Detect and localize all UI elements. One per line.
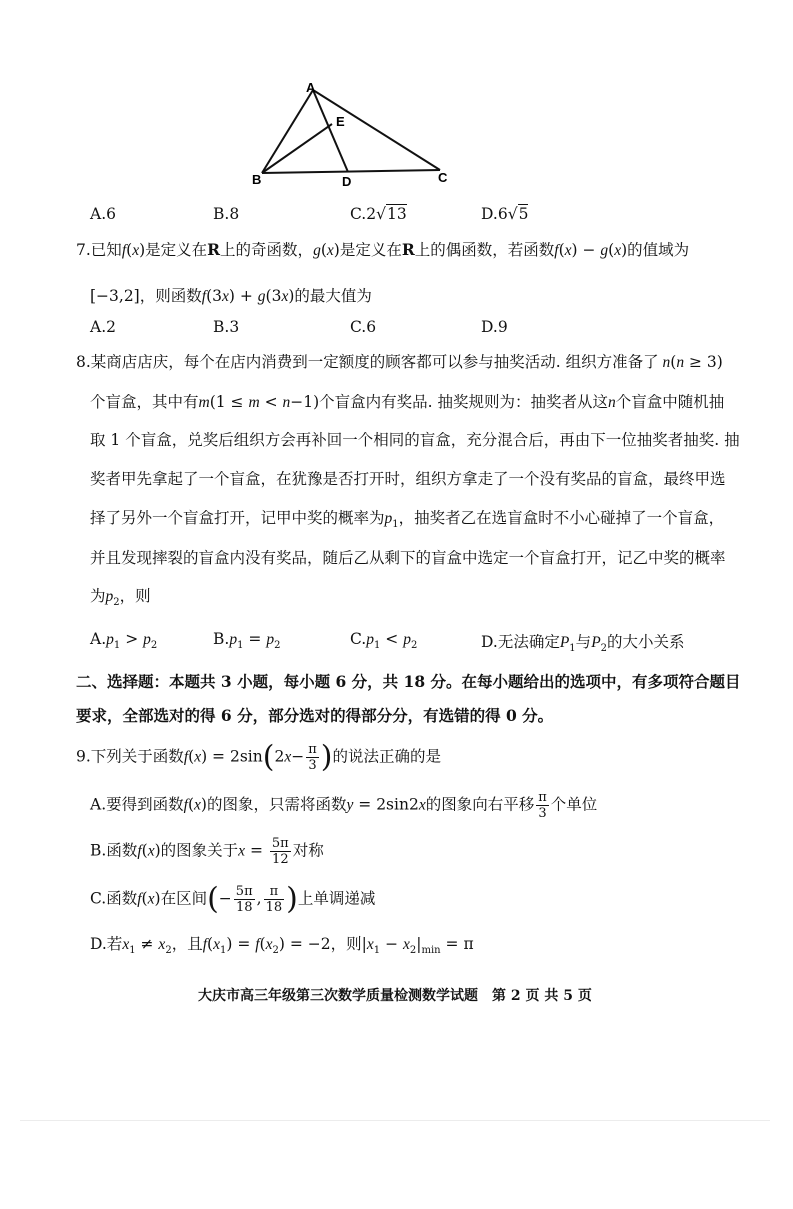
segment-ad <box>313 90 348 172</box>
q6-option-a <box>90 205 116 223</box>
q8-line-2: 个盲盒，其中有m(1 ≤ m < n−1)个盲盒内有奖品. 抽奖规则为：抽奖者从这n个盲盒中随机抽 <box>90 393 725 411</box>
label-e: E <box>336 114 345 129</box>
q7-text: 是定义在 <box>339 241 402 259</box>
q8-text: ，抽奖者乙在选盲盒时不小心碰掉了一个盲盒， <box>398 509 725 527</box>
option-letter: B. <box>213 205 230 223</box>
section-2-line-2 <box>76 704 553 726</box>
option-letter: B. <box>213 318 230 336</box>
edge-bc <box>262 170 440 173</box>
q8-line-4 <box>90 467 726 489</box>
option-text: 无法确定 <box>497 633 560 651</box>
q7-option-d <box>481 318 508 336</box>
q8-line-3 <box>90 428 740 450</box>
q8-option-a: $A.p_1 > p_2$ <box>90 630 158 652</box>
q9-option-c: C.函数f(x)在区间(− $\frac{5\pi}{18}$ , $\frac{\pi}{18}$ )上单调递减 <box>90 881 376 917</box>
q8-line-7: 为$p_2$，则 <box>90 587 151 609</box>
q8-line-1: 8.某商店店庆，每个在店内消费到一定额度的顾客都可以参与抽奖活动. 组织方准备了 n(n ≥ 3) <box>76 353 723 371</box>
label-a: A <box>306 80 316 95</box>
option-letter: D. <box>481 205 498 223</box>
option-letter: C. <box>350 630 367 648</box>
q9-text: D.若 <box>90 935 123 953</box>
edge-ac <box>313 90 440 170</box>
segment-be <box>262 124 332 173</box>
q9-text: A.要得到函数 <box>90 795 184 814</box>
q9-text: 的图象向右平移 <box>425 795 535 814</box>
option-text: 的大小关系 <box>607 633 685 651</box>
q6-option-b <box>213 205 239 223</box>
option-letter: A. <box>90 318 107 336</box>
option-value: 6 <box>366 318 377 336</box>
option-value: 6 <box>106 205 116 223</box>
option-letter: A. <box>90 630 107 648</box>
q7-text: 的值域为 <box>627 241 690 259</box>
q8-text: 取 1 个盲盒，兑奖后组织方会再补回一个相同的盲盒，充分混合后，再由下一位抽奖者抽奖. 抽 <box>90 431 740 449</box>
section-2-line-1 <box>76 670 741 692</box>
q9-number: 9. <box>76 747 91 766</box>
q9-option-a: A.要得到函数f(x)的图象，只需将函数y = 2sin2x的图象向右平移 $\frac{\pi}{3}$ 个单位 <box>90 790 598 821</box>
q8-text: ，则 <box>119 587 151 605</box>
section-text: 要求，全部选对的得 6 分，部分选对的得部分分，有选错的得 0 分。 <box>76 706 554 725</box>
option-letter: B. <box>213 630 230 648</box>
option-relation: > <box>125 630 139 648</box>
q9-text: 个单位 <box>550 795 598 814</box>
section-text: 二、选择题：本题共 3 小题，每小题 6 分，共 18 分。在每小题给出的选项中，有多项符合题目 <box>76 672 741 691</box>
q6-option-c: C.2√13 <box>350 205 407 223</box>
label-c: C <box>438 170 448 185</box>
q8-text: 个盲盒，其中有 <box>90 393 199 411</box>
q9-text: ，则 <box>330 935 362 953</box>
q8-option-d: D.无法确定$P_1$与$P_2$的大小关系 <box>481 633 685 655</box>
q7-range: [−3,2] <box>90 287 140 305</box>
triangle-figure <box>240 78 470 193</box>
q9-option-b: B.函数f(x)的图象关于x = $\frac{5\pi}{12}$ 对称 <box>90 836 324 867</box>
option-relation: = <box>248 630 262 648</box>
q8-text: 个盲盒内有奖品. 抽奖规则为：抽奖者从这 <box>319 393 609 411</box>
option-letter: C. <box>350 205 367 223</box>
q7-option-a <box>90 318 116 336</box>
q9-text: 的图象关于 <box>160 841 239 860</box>
q7-option-c <box>350 318 376 336</box>
q8-text: 8.某商店店庆，每个在店内消费到一定额度的顾客都可以参与抽奖活动. 组织方准备了 <box>76 353 659 371</box>
option-value: 9 <box>497 318 508 336</box>
option-letter: D. <box>481 633 498 651</box>
q7-number: 7. <box>76 241 91 259</box>
option-letter: D. <box>481 318 498 336</box>
q9-text: ，且 <box>171 935 203 953</box>
q8-text: 为 <box>90 587 106 605</box>
q7-text: 上的奇函数， <box>220 241 314 259</box>
q7-option-b <box>213 318 239 336</box>
q9-option-d: D.若$x_1 \ne x_2$，且$f(x_1) = f(x_2) = -2$，则$|x_1 - x_2|_{min} = \pi$ <box>90 935 474 957</box>
option-radicand: 5 <box>518 205 529 223</box>
q8-option-c: $C.p_1 < p_2$ <box>350 630 418 652</box>
q9-text: 的图象，只需将函数 <box>206 795 347 814</box>
footer-text: 大庆市高三年级第三次数学质量检测数学试题 第 2 页 共 5 页 <box>198 988 592 1004</box>
q7-line-2: [−3,2]，则函数f(3x) + g(3x)的最大值为 <box>90 287 372 305</box>
q8-text: 择了另外一个盲盒打开，记甲中奖的概率为 <box>90 509 385 527</box>
q9-text: 在区间 <box>160 889 208 908</box>
q9-text: 上单调递减 <box>297 889 376 908</box>
page-divider <box>20 1120 770 1121</box>
q8-text: 奖者甲先拿起了一个盲盒，在犹豫是否打开时，组织方拿走了一个没有奖品的盲盒，最终甲选 <box>90 470 726 488</box>
option-value: 2 <box>106 318 116 336</box>
q9-text: B.函数 <box>90 841 138 860</box>
option-value: 8 <box>229 205 240 223</box>
q7-line-1: 7.已知f(x)是定义在R上的奇函数，g(x)是定义在R上的偶函数，若函数f(x) − g(x)的值域为 <box>76 240 690 259</box>
option-letter: A. <box>90 205 107 223</box>
q7-text: 是定义在 <box>145 241 208 259</box>
q6-option-d: D.6√5 <box>481 205 529 223</box>
q7-text: 的最大值为 <box>294 287 372 305</box>
q9-stem: 9.下列关于函数f(x) = 2sin(2x− $\frac{\pi}{3}$ )的说法正确的是 <box>76 739 441 775</box>
option-relation: < <box>385 630 399 648</box>
label-d: D <box>342 174 352 189</box>
option-radicand: 13 <box>387 205 407 223</box>
option-value: 3 <box>229 318 240 336</box>
label-b: B <box>252 172 262 187</box>
option-letter: C. <box>350 318 367 336</box>
q8-text: 并且发现摔裂的盲盒内没有奖品，随后乙从剩下的盲盒中选定一个盲盒打开，记乙中奖的概率 <box>90 549 726 567</box>
q8-text: 个盲盒中随机抽 <box>615 393 725 411</box>
q8-line-6 <box>90 546 726 568</box>
q9-text: 的说法正确的是 <box>332 747 441 766</box>
q7-text: 上的偶函数，若函数 <box>414 241 555 259</box>
option-coef: 6 <box>497 205 508 223</box>
q9-text: 对称 <box>292 841 324 860</box>
page-footer <box>198 985 592 1005</box>
q7-text: ，则函数 <box>139 287 202 305</box>
edge-ab <box>262 90 313 173</box>
q8-option-b: $B.p_1 = p_2$ <box>213 630 281 652</box>
q8-line-5: 择了另外一个盲盒打开，记甲中奖的概率为$p_1$，抽奖者乙在选盲盒时不小心碰掉了一个盲盒， <box>90 509 725 531</box>
q7-text: 已知 <box>90 241 122 259</box>
q9-text: 下列关于函数 <box>90 747 184 766</box>
option-coef: 2 <box>366 205 377 223</box>
q9-text: C.函数 <box>90 889 138 908</box>
option-text: 与 <box>575 633 592 651</box>
